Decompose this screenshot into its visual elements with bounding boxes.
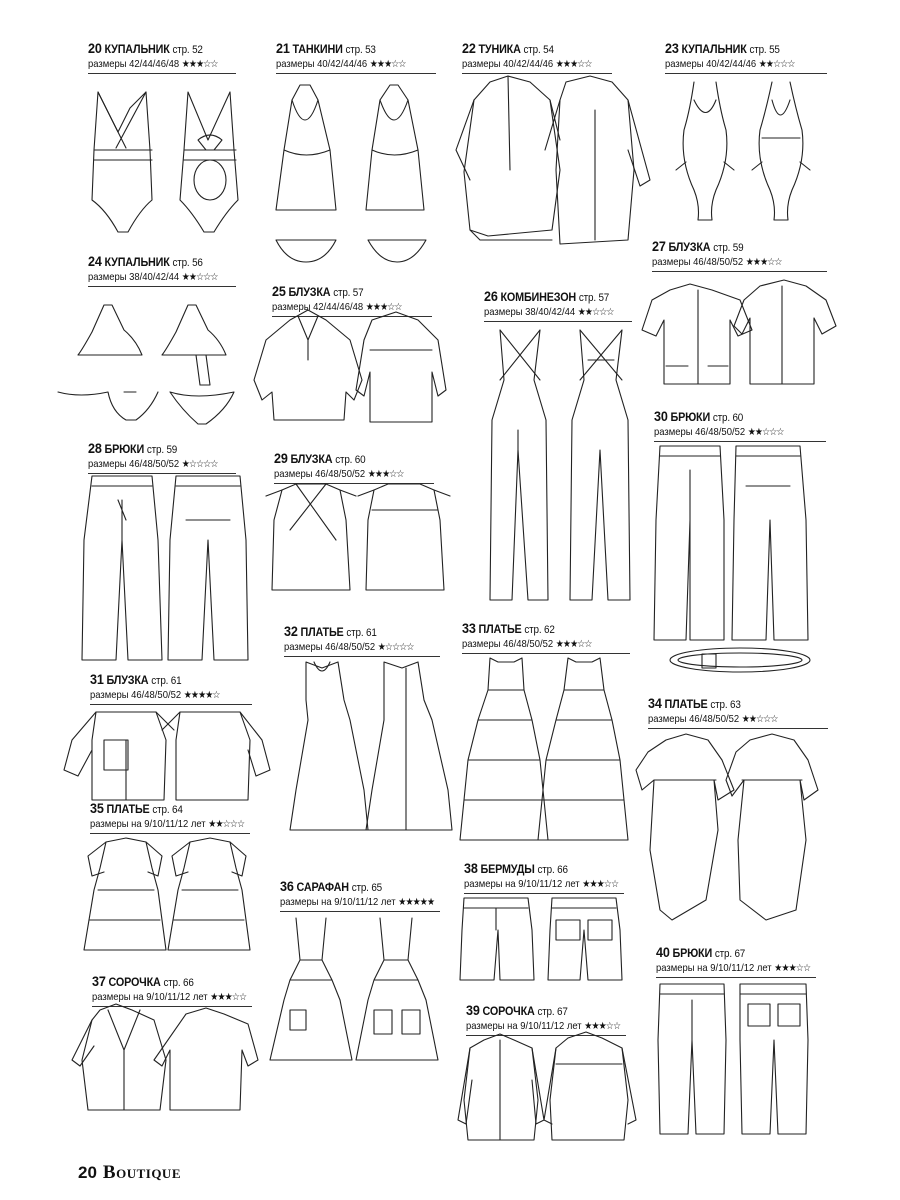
entry-sizes: размеры 40/42/44/46	[276, 58, 368, 70]
entry-sizes: размеры 46/48/50/52	[90, 689, 182, 701]
difficulty-stars: ★★★☆☆	[367, 469, 404, 480]
entry-name: ПЛАТЬЕ	[300, 625, 344, 639]
entry-sizes: размеры на 9/10/11/12 лет	[466, 1020, 582, 1032]
difficulty-stars: ★★★★☆	[183, 690, 220, 701]
difficulty-stars: ★★★☆☆	[369, 59, 406, 70]
entry-number: 20	[88, 40, 102, 56]
drawing-trousers-30	[654, 446, 810, 672]
difficulty-stars: ★★★☆☆	[210, 992, 247, 1003]
entry-page: стр. 61	[151, 675, 182, 687]
drawing-bikini-24	[58, 305, 234, 424]
entry-page: стр. 66	[537, 864, 568, 876]
entry-number: 34	[648, 695, 662, 711]
entry-number: 30	[654, 408, 668, 424]
entry-sizes: размеры 46/48/50/52	[284, 641, 376, 653]
drawing-dress-35	[84, 838, 250, 950]
entry-number: 35	[90, 800, 104, 816]
entry-name: КУПАЛЬНИК	[681, 42, 747, 56]
entry-sizes: размеры 46/48/50/52	[274, 468, 366, 480]
drawing-blouse-25	[254, 310, 446, 422]
drawing-jumpsuit-26	[490, 330, 630, 600]
entry-number: 26	[484, 288, 498, 304]
entry-number: 36	[280, 878, 294, 894]
entry-page: стр. 60	[712, 412, 744, 424]
entry-sizes: размеры 46/48/50/52	[654, 426, 746, 438]
drawing-blouse-31	[64, 712, 270, 800]
entry-name: БЛУЗКА	[668, 240, 711, 254]
drawing-swimsuit-20	[92, 92, 238, 232]
difficulty-stars: ★★★☆☆	[181, 59, 218, 70]
entry-sizes: размеры 38/40/42/44	[88, 271, 180, 283]
difficulty-stars: ★☆☆☆☆	[377, 642, 414, 653]
entry-number: 37	[92, 973, 106, 989]
entry-sizes: размеры 46/48/50/52	[88, 458, 180, 470]
entry-sizes: размеры на 9/10/11/12 лет	[280, 896, 396, 908]
entry-number: 28	[88, 440, 102, 456]
entry-page: стр. 55	[749, 44, 780, 56]
drawing-dress-33	[460, 658, 628, 840]
difficulty-stars: ★☆☆☆☆	[181, 459, 218, 470]
entry-page: стр. 54	[523, 44, 554, 56]
entry-number: 32	[284, 623, 298, 639]
entry-number: 39	[466, 1002, 480, 1018]
entry-name: КУПАЛЬНИК	[104, 255, 170, 269]
difficulty-stars: ★★☆☆☆	[758, 59, 795, 70]
entry-page: стр. 67	[537, 1006, 568, 1018]
entry-number: 31	[90, 671, 104, 687]
drawing-dress-32	[290, 662, 452, 830]
drawing-trousers-40	[658, 984, 808, 1134]
entry-name: ТАНКИНИ	[292, 42, 343, 56]
entry-sizes: размеры 42/44/46/48	[88, 58, 180, 70]
entry-page: стр. 61	[346, 627, 377, 639]
entry-sizes: размеры 42/44/46/48	[272, 301, 364, 313]
entry-number: 21	[276, 40, 290, 56]
page-number: 20	[78, 1163, 97, 1182]
entry-page: стр. 57	[333, 287, 364, 299]
entry-page: стр. 65	[351, 882, 382, 894]
drawing-blouse-29	[266, 484, 450, 590]
drawing-tunic-22	[456, 76, 650, 244]
entry-name: БЛУЗКА	[290, 452, 333, 466]
entry-name: БРЮКИ	[672, 946, 713, 960]
entry-sizes: размеры на 9/10/11/12 лет	[92, 991, 208, 1003]
entry-page: стр. 59	[146, 444, 178, 456]
entry-number: 27	[652, 238, 666, 254]
page-footer	[78, 1162, 181, 1184]
entry-name: САРАФАН	[296, 880, 349, 894]
difficulty-stars: ★★☆☆☆	[208, 819, 245, 830]
entry-name: БРЮКИ	[670, 410, 711, 424]
difficulty-stars: ★★★☆☆	[555, 59, 592, 70]
difficulty-stars: ★★★☆☆	[584, 1021, 621, 1032]
difficulty-stars: ★★☆☆☆	[577, 307, 614, 318]
entry-sizes: размеры на 9/10/11/12 лет	[90, 818, 206, 830]
entry-number: 23	[665, 40, 679, 56]
entry-sizes: размеры 40/42/44/46	[665, 58, 757, 70]
entry-name: ТУНИКА	[478, 42, 521, 56]
entry-name: БЛУЗКА	[106, 673, 149, 687]
entry-page: стр. 67	[714, 948, 746, 960]
entry-name: ПЛАТЬЕ	[106, 802, 150, 816]
entry-page: стр. 53	[345, 44, 376, 56]
entry-page: стр. 52	[172, 44, 203, 56]
magazine-logo: Boutique	[102, 1162, 181, 1183]
drawing-trousers-28	[82, 476, 248, 660]
entry-page: стр. 66	[163, 977, 194, 989]
entry-page: стр. 62	[524, 624, 555, 636]
difficulty-stars: ★★★☆☆	[365, 302, 402, 313]
drawing-blouse-27	[642, 280, 836, 384]
drawing-dress-34	[636, 734, 818, 920]
difficulty-stars: ★★★★★	[398, 897, 435, 908]
entry-number: 25	[272, 283, 286, 299]
entry-number: 24	[88, 253, 102, 269]
entry-name: СОРОЧКА	[108, 975, 161, 989]
entry-page: стр. 57	[578, 292, 610, 304]
entry-number: 22	[462, 40, 476, 56]
entry-sizes: размеры 46/48/50/52	[462, 638, 554, 650]
entry-sizes: размеры на 9/10/11/12 лет	[464, 878, 580, 890]
entry-page: стр. 59	[713, 242, 744, 254]
drawing-shirt-37	[72, 1004, 258, 1110]
entry-number: 38	[464, 860, 478, 876]
entry-number: 40	[656, 944, 670, 960]
entry-name: БЛУЗКА	[288, 285, 331, 299]
difficulty-stars: ★★☆☆☆	[741, 714, 778, 725]
entry-number: 33	[462, 620, 476, 636]
entry-name: ПЛАТЬЕ	[664, 697, 708, 711]
entry-sizes: размеры 46/48/50/52	[652, 256, 744, 268]
difficulty-stars: ★★★☆☆	[774, 963, 811, 974]
drawing-bermuda-38	[460, 898, 622, 980]
entry-sizes: размеры 40/42/44/46	[462, 58, 554, 70]
entry-number: 29	[274, 450, 288, 466]
entry-page: стр. 56	[172, 257, 203, 269]
drawing-sarafan-36	[270, 918, 438, 1060]
drawing-shirt-39	[458, 1032, 636, 1140]
entry-page: стр. 64	[152, 804, 183, 816]
entry-name: СОРОЧКА	[482, 1004, 535, 1018]
entry-name: КУПАЛЬНИК	[104, 42, 170, 56]
drawing-swimsuit-23	[676, 82, 810, 220]
entry-sizes: размеры на 9/10/11/12 лет	[656, 962, 772, 974]
difficulty-stars: ★★★☆☆	[745, 257, 782, 268]
entry-name: БРЮКИ	[104, 442, 145, 456]
entry-name: БЕРМУДЫ	[480, 862, 535, 876]
entry-sizes: размеры 46/48/50/52	[648, 713, 740, 725]
difficulty-stars: ★★☆☆☆	[181, 272, 218, 283]
entry-name: ПЛАТЬЕ	[478, 622, 522, 636]
entry-name: КОМБИНЕЗОН	[500, 290, 577, 304]
difficulty-stars: ★★☆☆☆	[747, 427, 784, 438]
entry-sizes: размеры 38/40/42/44	[484, 306, 576, 318]
entry-page: стр. 60	[335, 454, 366, 466]
difficulty-stars: ★★★☆☆	[555, 639, 592, 650]
drawing-tankini-21	[276, 85, 426, 262]
entry-page: стр. 63	[710, 699, 741, 711]
difficulty-stars: ★★★☆☆	[582, 879, 619, 890]
